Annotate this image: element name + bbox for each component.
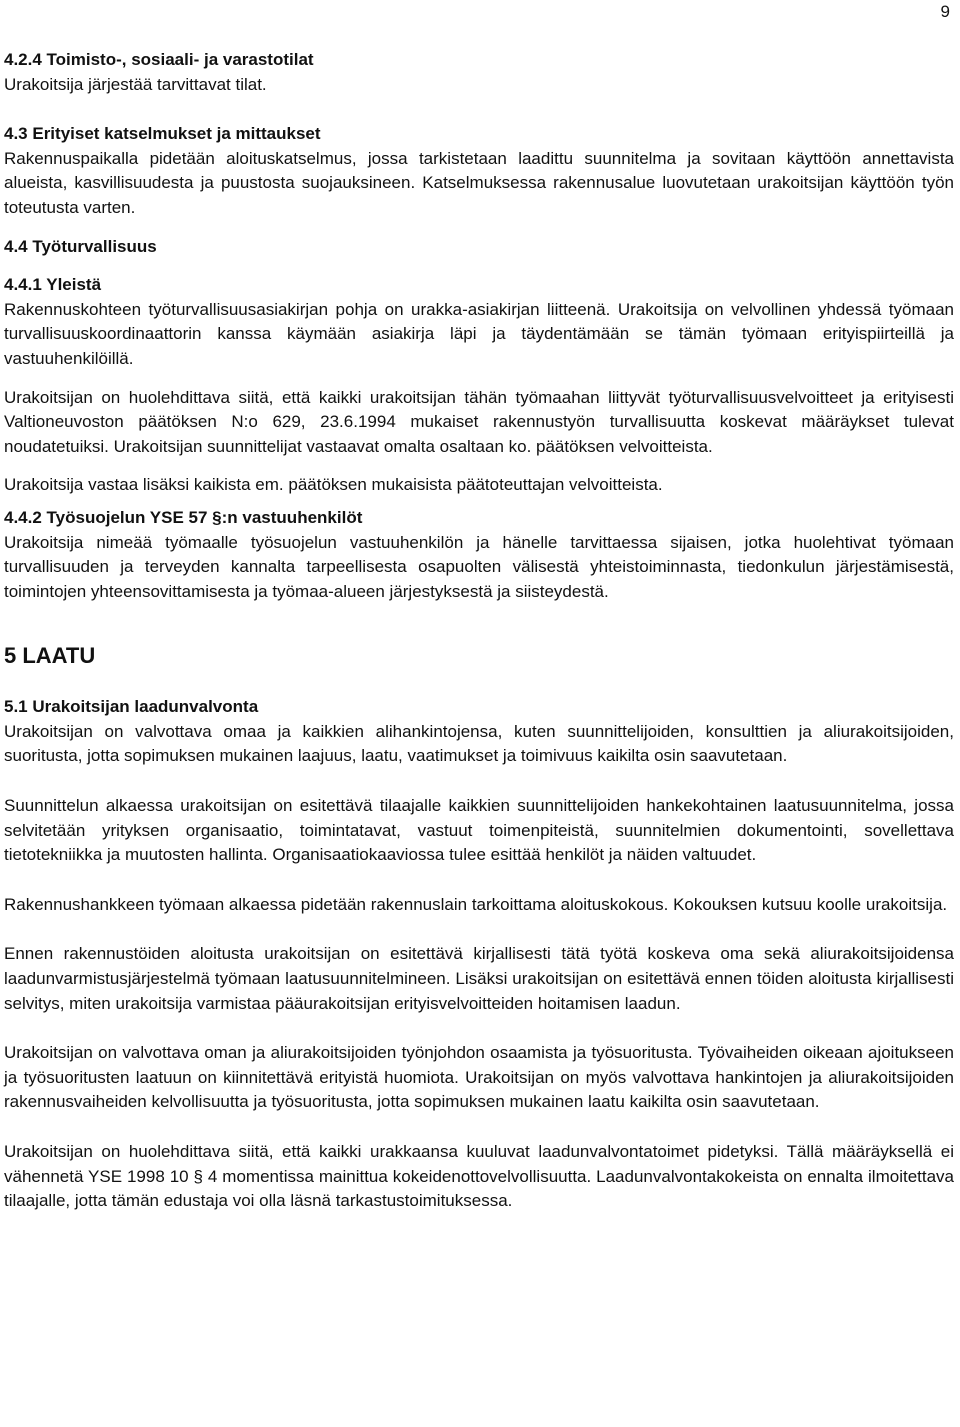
section-heading: 4.3 Erityiset katselmukset ja mittaukset [4, 124, 321, 144]
section-heading: 4.4.1 Yleistä [4, 275, 102, 295]
paragraph: Ennen rakennustöiden aloitusta urakoitsijan on esitettävä kirjallisesti tätä työtä koskeva oma sekä aliurakoitsijoidensa laadunvarmistusjärjestelmä työmaan laatusuunnitelmineen. Lisäksi urakoitsijan on esitettävä ennen töiden aloitusta kirjallisesti selvitys, miten urakoitsija varmistaa pääurakoitsijan erityisvelvoitteiden hoitamisen laadun. [4, 944, 954, 1013]
paragraph: Urakoitsijan on valvottava omaa ja kaikkien alihankintojensa, kuten suunnittelijoiden, konsulttien ja aliurakoitsijoiden, suoritusta, jotta sopimuksen mukainen laajuus, laatu, vaatimukset ja toimivuus kaikilta osin saavutetaan. [4, 721, 954, 766]
paragraph: Urakoitsijan on huolehdittava siitä, että kaikki urakoitsijan tähän työmaahan liittyvät työturvallisuusvelvoitteet ja erityisesti Valtioneuvoston päätöksen N:o 629, 23.6.1994 mukaiset rakennustyön turvallisuutta koskevat määräykset tulevat noudatetuiksi. Urakoitsijan suunnittelijat vastaavat omalta osaltaan ko. päätöksen velvoitteista. [4, 387, 954, 456]
chapter-heading: 5 LAATU [4, 643, 96, 669]
paragraph: Urakoitsija järjestää tarvittavat tilat. [4, 74, 267, 94]
section-4-3 [4, 122, 954, 220]
paragraph: Urakoitsija vastaa lisäksi kaikista em. päätöksen mukaisista päätoteuttajan velvoitteista. [4, 475, 663, 495]
section-4-4 [4, 235, 954, 260]
section-5-1 [4, 695, 954, 1214]
section-heading: 4.4 Työturvallisuus [4, 236, 157, 256]
section-4-2-4 [4, 48, 954, 97]
paragraph: Suunnittelun alkaessa urakoitsijan on esitettävä tilaajalle kaikkien suunnittelijoiden hankekohtainen laatusuunnitelma, jossa selvitetään yrityksen organisaatio, toimintatavat, vastuut toimenpiteistä, suunnitelmien dokumentointi, sovellettava tietotekniikka ja muutosten hallinta. Organisaatiokaaviossa tulee esittää henkilöt ja näiden valtuudet. [4, 796, 954, 865]
section-heading: 4.4.2 Työsuojelun YSE 57 §:n vastuuhenkilöt [4, 507, 363, 527]
paragraph: Rakennuskohteen työturvallisuusasiakirjan pohja on urakka-asiakirjan liitteenä. Urakoitsija on velvollinen yhdessä työmaan turvallisuuskoordinaattorin kanssa käymään asiakirja läpi ja täydentämään se tämän työmaan erityispiirteillä ja vastuuhenkilöillä. [4, 299, 954, 368]
section-5 [4, 642, 954, 670]
paragraph: Rakennuspaikalla pidetään aloituskatselmus, jossa tarkistetaan laadittu suunnitelma ja sovitaan käyttöön annettavista alueista, kasvillisuudesta ja puustosta suojauksineen. Katselmuksessa rakennusalue luovutetaan urakoitsijan käyttöön työn toteutusta varten. [4, 148, 954, 217]
paragraph: Rakennushankkeen työmaan alkaessa pidetään rakennuslain tarkoittama aloituskokous. Kokouksen kutsuu koolle urakoitsija. [4, 894, 948, 914]
section-4-4-1 [4, 273, 954, 498]
paragraph: Urakoitsija nimeää työmaalle työsuojelun vastuuhenkilön ja hänelle tarvittaessa sijaisen, jotka huolehtivat työmaan turvallisuuden ja terveyden kannalta tarpeellisesta osapuolten välisestä yhteistoiminnasta, tiedonkulun järjestämisestä, toimintojen yhteensovittamisesta ja työmaa-alueen järjestyksestä ja siisteydestä. [4, 532, 954, 601]
document-body [4, 48, 954, 1214]
page-number: 9 [940, 2, 950, 21]
section-heading: 5.1 Urakoitsijan laadunvalvonta [4, 697, 259, 717]
paragraph: Urakoitsijan on valvottava oman ja aliurakoitsijoiden työnjohdon osaamista ja työsuoritusta. Työvaiheiden oikeaan ajoitukseen ja työsuoritusten laatuun on kiinnitettävä erityistä huomiota. Urakoitsijan on myös valvottava hankintojen ja aliurakoitsijoiden rakennusvaiheiden kelvollisuutta ja työsuoritusta, jotta sopimuksen mukainen laatu kaikilta osin saavutetaan. [4, 1043, 954, 1112]
section-heading: 4.2.4 Toimisto-, sosiaali- ja varastotilat [4, 50, 314, 69]
paragraph: Urakoitsijan on huolehdittava siitä, että kaikki urakkaansa kuuluvat laadunvalvontatoimet pidetyksi. Tällä määräyksellä ei vähennetä YSE 1998 10 § 4 momentissa mainittua kokeidenottovelvollisuutta. Laadunvalvontakokeista on ennalta ilmoitettava tilaajalle, jotta tämän edustaja voi olla läsnä tarkastustoimituksessa. [4, 1142, 954, 1211]
section-4-4-2 [4, 506, 954, 604]
